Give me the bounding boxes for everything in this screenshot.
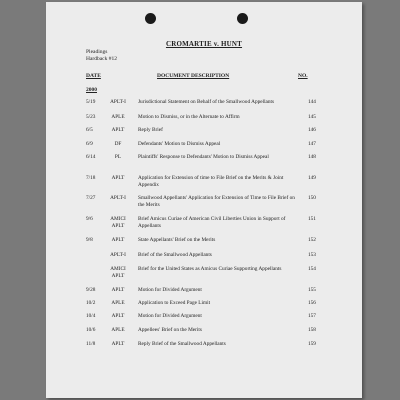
entry-description: Defendants' Motion to Dismiss Appeal bbox=[138, 141, 221, 147]
column-header-no: NO. bbox=[298, 73, 308, 79]
entry-number: 158 bbox=[308, 327, 316, 333]
entry-description: State Appellants' Brief on the Merits bbox=[138, 237, 216, 243]
entry-number: 150 bbox=[308, 195, 316, 201]
entry-number: 148 bbox=[308, 154, 316, 160]
entry-number: 147 bbox=[308, 141, 316, 147]
year-heading: 2000 bbox=[86, 87, 97, 93]
entry-party: APLT bbox=[111, 341, 125, 347]
entry-description: Appellees' Brief on the Merits bbox=[138, 327, 202, 333]
entry-date: 7/27 bbox=[86, 195, 96, 201]
entry-number: 149 bbox=[308, 175, 316, 181]
entry-party: APLT bbox=[111, 287, 125, 293]
entry-party: APLE bbox=[111, 114, 125, 120]
entry-description: Jurisdictional Statement on Behalf of the Smallwood Appellants bbox=[138, 99, 275, 105]
entry-number: 157 bbox=[308, 313, 316, 319]
entry-description: Reply Brief of the Smallwood Appellants bbox=[138, 341, 226, 347]
entry-date: 6/14 bbox=[86, 154, 96, 160]
entry-description: Reply Brief bbox=[138, 127, 163, 133]
entry-date: 5/19 bbox=[86, 99, 96, 105]
entry-description: Smallwood Appellants' Application for Extension of Time to File Brief on the Merits bbox=[138, 195, 295, 208]
entry-date: 6/9 bbox=[86, 141, 93, 147]
entry-date: 10/2 bbox=[86, 300, 96, 306]
subsection-name: Hardback #12 bbox=[86, 56, 118, 62]
entry-description: Motion for Divided Argument bbox=[138, 287, 202, 293]
entry-date: 9/8 bbox=[86, 237, 93, 243]
entry-date: 6/5 bbox=[86, 127, 93, 133]
entry-description: Application for Extension of time to File Brief on the Merits & Joint Appendix bbox=[138, 175, 284, 188]
entry-party: APLE bbox=[111, 327, 125, 333]
entry-date: 10/6 bbox=[86, 327, 96, 333]
entry-date: 7/18 bbox=[86, 175, 96, 181]
entry-date: 10/4 bbox=[86, 313, 96, 319]
entry-number: 146 bbox=[308, 127, 316, 133]
entry-number: 145 bbox=[308, 114, 316, 120]
entry-party: APLT-I bbox=[110, 252, 126, 258]
document-title: CROMARTIE v. HUNT bbox=[165, 40, 243, 48]
entry-party: PL bbox=[114, 154, 122, 160]
entry-number: 156 bbox=[308, 300, 316, 306]
entry-party: APLT bbox=[111, 175, 125, 181]
entry-date: 11/8 bbox=[86, 341, 96, 347]
entry-party: AMICI APLT bbox=[110, 266, 126, 279]
entry-party: APLT-I bbox=[110, 99, 126, 105]
entry-description: Motion for Divided Argument bbox=[138, 313, 202, 319]
punch-hole-left bbox=[145, 13, 156, 24]
entry-number: 155 bbox=[308, 287, 316, 293]
punch-hole-right bbox=[237, 13, 248, 24]
entry-description: Brief for the United States as Amicus Curiae Supporting Appellants bbox=[138, 266, 282, 272]
entry-party: APLE bbox=[111, 300, 125, 306]
entry-date: 5/23 bbox=[86, 114, 96, 120]
entry-number: 159 bbox=[308, 341, 316, 347]
column-header-date: DATE bbox=[86, 73, 101, 79]
section-name: Pleadings bbox=[86, 49, 108, 55]
entry-description: Application to Exceed Page Limit bbox=[138, 300, 211, 306]
entry-party: APLT-I bbox=[110, 195, 126, 201]
document-page bbox=[46, 2, 362, 398]
entry-description: Motion to Dismiss, or in the Alternate to Affirm bbox=[138, 114, 240, 120]
entry-number: 153 bbox=[308, 252, 316, 258]
section-label bbox=[86, 49, 117, 63]
entry-party: APLT bbox=[111, 127, 125, 133]
entry-number: 154 bbox=[308, 266, 316, 272]
entry-party: APLT bbox=[111, 313, 125, 319]
entry-number: 151 bbox=[308, 216, 316, 222]
entry-description: Brief of the Smallwood Appellants bbox=[138, 252, 212, 258]
entry-party: AMICI APLT bbox=[110, 216, 126, 229]
entry-number: 144 bbox=[308, 99, 316, 105]
entry-date: 9/28 bbox=[86, 287, 96, 293]
entry-description: Plaintiffs' Response to Defendants' Motion to Dismiss Appeal bbox=[138, 154, 269, 160]
entry-party: DF bbox=[114, 141, 122, 147]
column-header-description: DOCUMENT DESCRIPTION bbox=[157, 73, 230, 79]
entry-number: 152 bbox=[308, 237, 316, 243]
entry-description: Brief Amicus Curiae of American Civil Liberties Union in Support of Appellants bbox=[138, 216, 286, 229]
entry-date: 9/6 bbox=[86, 216, 93, 222]
entry-party: APLT bbox=[111, 237, 125, 243]
